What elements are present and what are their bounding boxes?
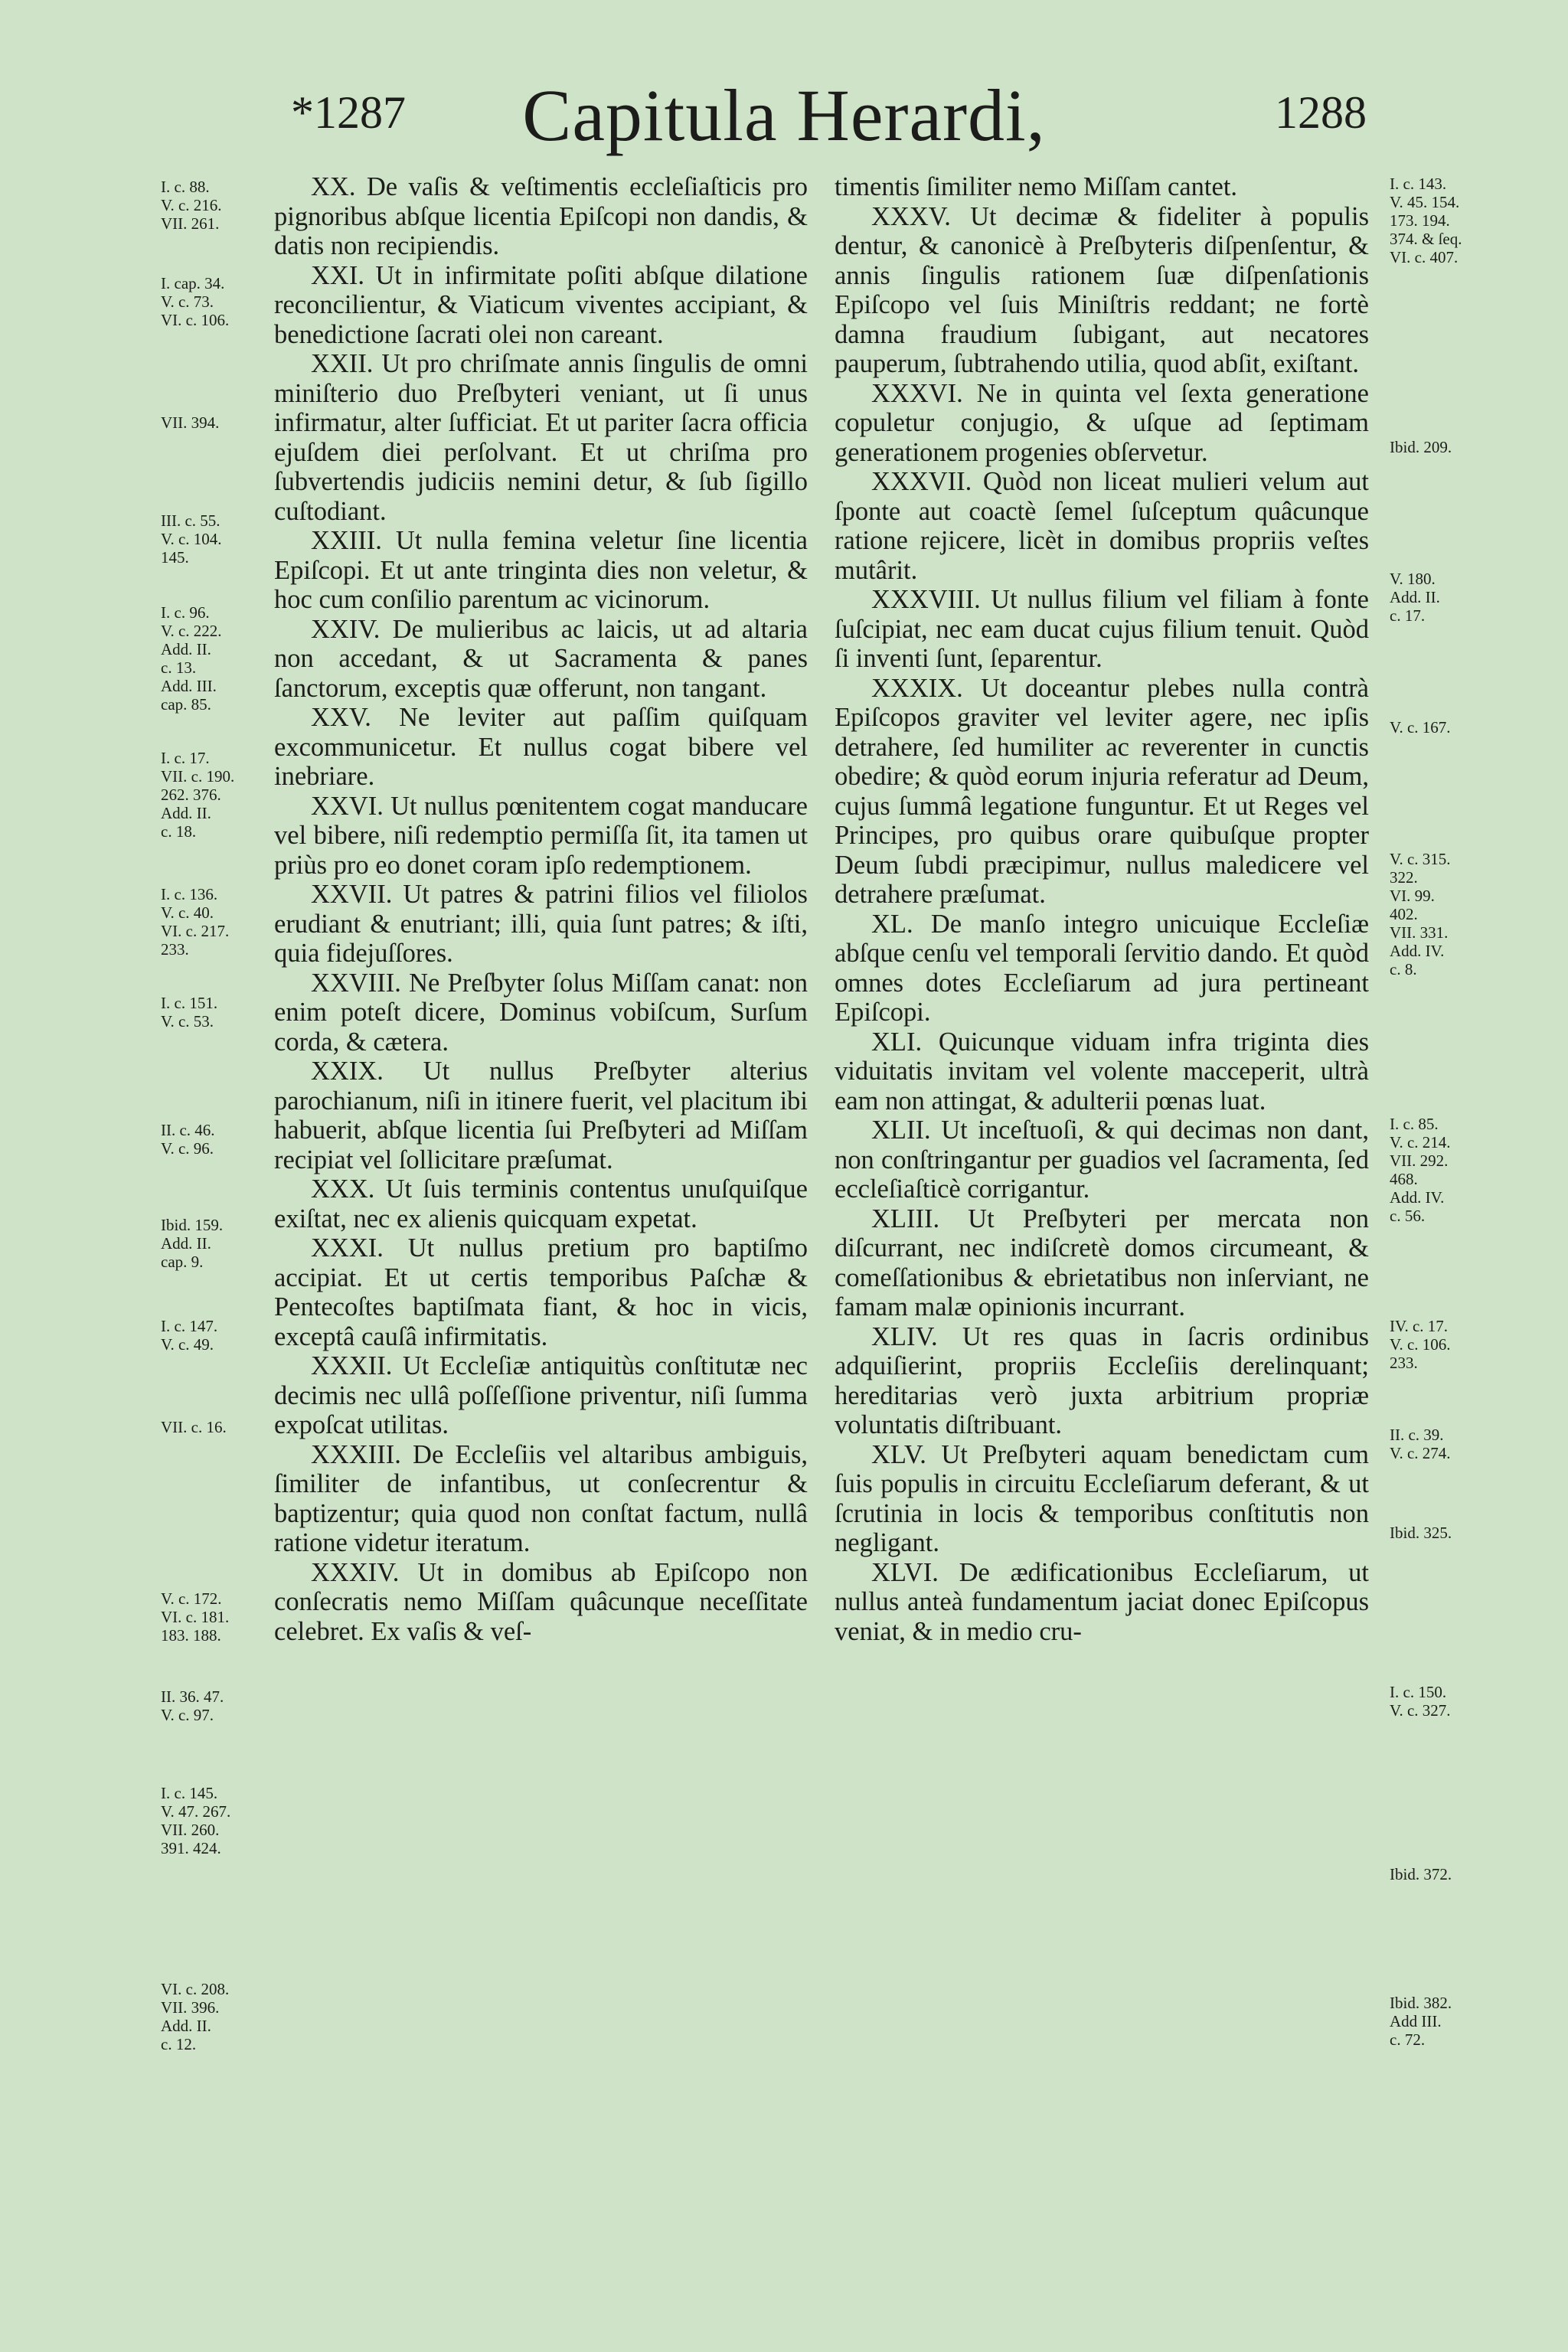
margin-reference: III. c. 55. V. c. 104. 145. xyxy=(161,511,222,567)
capitulum-paragraph: XXV. Ne leviter aut paſſim quiſquam excommunicetur. Et nullus cogat bibere vel inebriare. xyxy=(274,703,808,791)
margin-reference: Ibid. 372. xyxy=(1390,1865,1452,1883)
margin-reference: I. cap. 34. V. c. 73. VI. c. 106. xyxy=(161,274,230,329)
margin-reference: I. c. 147. V. c. 49. xyxy=(161,1317,218,1354)
capitulum-paragraph: XXXV. Ut decimæ & fideliter à populis dentur, & canonicè à Preſbyteris diſpenſentur, & annis ſingulis rationem ſuæ diſpenſationis Epiſcopo vel ſuis Miniſtris reddant; ne fortè damna fraudium ſubigant, aut necatores pauperum, ſubtrahendo utilia, quod abſit, exiſtant. xyxy=(835,201,1369,378)
margin-reference: VII. 394. xyxy=(161,413,220,432)
capitulum-paragraph: XXII. Ut pro chriſmate annis ſingulis de omni miniſterio duo Preſbyteri veniant, ut ſi unus infirmatur, alter ſufficiat. Et ut pariter ſacra officia ejuſdem diei perſolvant. Et ut chriſma pro ſubvertendis judiciis nemini detur, & ſub ſigillo cuſtodiant. xyxy=(274,349,808,526)
capitulum-paragraph: XLVI. De ædificationibus Eccleſiarum, ut nullus anteà fundamentum jaciat donec Epiſcopus veniat, & in medio cru- xyxy=(835,1557,1369,1646)
margin-reference: IV. c. 17. V. c. 106. 233. xyxy=(1390,1317,1451,1372)
capitulum-paragraph: XXIV. De mulieribus ac laicis, ut ad altaria non accedant, & ut Sacramenta & panes ſanctorum, exceptis quæ offerunt, non tangant. xyxy=(274,614,808,703)
capitulum-paragraph: XXX. Ut ſuis terminis contentus unuſquiſque exiſtat, nec ex alienis quicquam expetat. xyxy=(274,1174,808,1233)
margin-reference: I. c. 17. VII. c. 190. 262. 376. Add. II. c. 18. xyxy=(161,749,235,841)
capitulum-paragraph: XXIX. Ut nullus Preſbyter alterius parochianum, niſi in itinere fuerit, vel placitum ibi habuerit, abſque licentia ſui Preſbyteri ad Miſſam recipiat vel ſollicitare præſumat. xyxy=(274,1057,808,1174)
capitulum-paragraph: XXVII. Ut patres & patrini filios vel filiolos erudiant & enutriant; illi, quia ſunt patres; & iſti, quia fidejuſſores. xyxy=(274,880,808,968)
capitulum-paragraph: XLI. Quicunque viduam infra triginta dies viduitatis invitam vel volente macceperit, ultrà eam non attingat, & adulterii pœnas luat. xyxy=(835,1027,1369,1116)
margin-reference: I. c. 88. V. c. 216. VII. 261. xyxy=(161,178,222,233)
margin-reference: I. c. 145. V. 47. 267. VII. 260. 391. 424. xyxy=(161,1784,231,1857)
page-header xyxy=(0,73,1568,157)
margin-reference: II. c. 46. V. c. 96. xyxy=(161,1121,215,1158)
capitulum-paragraph: XXXVII. Quòd non liceat mulieri velum aut ſponte aut coactè ſemel ſuſceptum quâcunque ratione rejicere, licèt in domibus propriis veſtes mutârit. xyxy=(835,467,1369,585)
margin-reference: I. c. 143. V. 45. 154. 173. 194. 374. & ſeq. VI. c. 407. xyxy=(1390,175,1462,266)
capitulum-paragraph: XXXII. Ut Eccleſiæ antiquitùs conſtitutæ nec decimis nec ullâ poſſeſſione priventur, niſi ſumma expoſcat utilitas. xyxy=(274,1351,808,1439)
capitulum-paragraph: XXIII. Ut nulla femina veletur ſine licentia Epiſcopi. Et ut ante tringinta dies non veletur, & hoc cum conſilio parentum ac vicinorum. xyxy=(274,526,808,614)
margin-reference: II. 36. 47. V. c. 97. xyxy=(161,1687,224,1724)
capitulum-paragraph: XXVI. Ut nullus pœnitentem cogat manducare vel bibere, niſi redemptio permiſſa ſit, ita tamen ut priùs pro eo donet coram ipſo redemptionem. xyxy=(274,791,808,880)
margin-reference: Ibid. 325. xyxy=(1390,1524,1452,1542)
margin-reference: Ibid. 159. Add. II. cap. 9. xyxy=(161,1216,224,1271)
margin-reference: VI. c. 208. VII. 396. Add. II. c. 12. xyxy=(161,1980,230,2053)
margin-reference: I. c. 151. V. c. 53. xyxy=(161,994,218,1031)
capitulum-paragraph: XLIV. Ut res quas in ſacris ordinibus adquiſierint, propriis Eccleſiis derelinquant; hereditarias verò juxta arbitrium propriæ voluntatis diſtribuant. xyxy=(835,1321,1369,1439)
margin-reference: V. 180. Add. II. c. 17. xyxy=(1390,570,1440,625)
margin-reference: I. c. 85. V. c. 214. VII. 292. 468. Add. IV. c. 56. xyxy=(1390,1115,1451,1225)
margin-reference: I. c. 96. V. c. 222. Add. II. c. 13. Add. III. cap. 85. xyxy=(161,603,222,714)
margin-reference: Ibid. 382. Add III. c. 72. xyxy=(1390,1994,1452,2049)
margin-reference: V. c. 315. 322. VI. 99. 402. VII. 331. Add. IV. c. 8. xyxy=(1390,850,1451,978)
right-text-column xyxy=(835,172,1369,1646)
margin-reference: I. c. 136. V. c. 40. VI. c. 217. 233. xyxy=(161,885,230,959)
capitulum-paragraph: XLIII. Ut Preſbyteri per mercata non diſcurrant, nec indiſcretè domos circumeant, & comeſſationibus & ebrietatibus non inſerviant, ne famam malæ opinionis incurrant. xyxy=(835,1204,1369,1321)
capitulum-paragraph: timentis ſimiliter nemo Miſſam cantet. xyxy=(835,172,1238,201)
capitulum-paragraph: XXXVIII. Ut nullus filium vel filiam à fonte ſuſcipiat, nec eam ducat cujus filium tenuit. Quòd ſi inventi ſunt, ſeparentur. xyxy=(835,585,1369,673)
margin-reference: V. c. 167. xyxy=(1390,718,1451,737)
capitulum-paragraph: XXXVI. Ne in quinta vel ſexta generatione copuletur conjugio, & uſque ad ſeptimam generationem progenies obſervetur. xyxy=(835,378,1369,467)
running-title: Capitula Herardi, xyxy=(522,74,1046,156)
margin-reference: V. c. 172. VI. c. 181. 183. 188. xyxy=(161,1589,230,1645)
margin-reference: I. c. 150. V. c. 327. xyxy=(1390,1683,1451,1720)
page-number-right: 1288 xyxy=(1275,87,1367,138)
margin-reference: Ibid. 209. xyxy=(1390,438,1452,456)
capitulum-paragraph: XLII. Ut inceſtuoſi, & qui decimas non dant, non conſtringantur per guadios vel ſacramenta, ſed eccleſiaſticè corrigantur. xyxy=(835,1116,1369,1204)
capitulum-paragraph: XXXIV. Ut in domibus ab Epiſcopo non conſecratis nemo Miſſam quâcunque neceſſitate celebret. Ex vaſis & veſ- xyxy=(274,1557,808,1646)
capitulum-paragraph: XL. De manſo integro unicuique Eccleſiæ abſque cenſu vel temporali ſervitio dando. Et quòd omnes dotes Eccleſiarum ad jura pertineant Epiſcopi. xyxy=(835,909,1369,1027)
capitulum-paragraph: XXXIX. Ut doceantur plebes nulla contrà Epiſcopos graviter vel leviter agere, nec ipſis detrahere, ſed humiliter ac reverenter in cunctis obedire; & quòd eorum injuria referatur ad Deum, cujus ſummâ legatione funguntur. Et ut Reges vel Principes, pro quibus orare quibuſque propter Deum ſubdi præcipimur, nullus maledicere vel detrahere præſumat. xyxy=(835,673,1369,909)
capitulum-paragraph: XLV. Ut Preſbyteri aquam benedictam cum ſuis populis in circuitu Eccleſiarum deferant, & ut ſcrutinia in locis & temporibus conſtitutis non negligant. xyxy=(835,1439,1369,1557)
capitulum-paragraph: XXXI. Ut nullus pretium pro baptiſmo accipiat. Et ut certis temporibus Paſchæ & Pentecoſtes baptiſmata fiant, & hoc in vicis, exceptâ cauſâ infirmitatis. xyxy=(274,1233,808,1351)
capitulum-paragraph: XXI. Ut in infirmitate poſiti abſque dilatione reconcilientur, & Viaticum viventes accipiant, & benedictione ſacrati olei non careant. xyxy=(274,260,808,349)
capitulum-paragraph: XX. De vaſis & veſtimentis eccleſiaſticis pro pignoribus abſque licentia Epiſcopi non dandis, & datis non recipiendis. xyxy=(274,172,808,260)
capitulum-paragraph: XXXIII. De Eccleſiis vel altaribus ambiguis, ſimiliter de infantibus, ut conſecrentur & baptizentur; quia quod non conſtat factum, nullâ ratione videtur iteratum. xyxy=(274,1439,808,1557)
capitulum-paragraph: XXVIII. Ne Preſbyter ſolus Miſſam canat: non enim poteſt dicere, Dominus vobiſcum, Surſum corda, & cætera. xyxy=(274,968,808,1057)
margin-reference: VII. c. 16. xyxy=(161,1418,227,1436)
margin-reference: II. c. 39. V. c. 274. xyxy=(1390,1426,1451,1462)
left-text-column xyxy=(274,172,808,1646)
page-number-left: *1287 xyxy=(291,87,406,138)
